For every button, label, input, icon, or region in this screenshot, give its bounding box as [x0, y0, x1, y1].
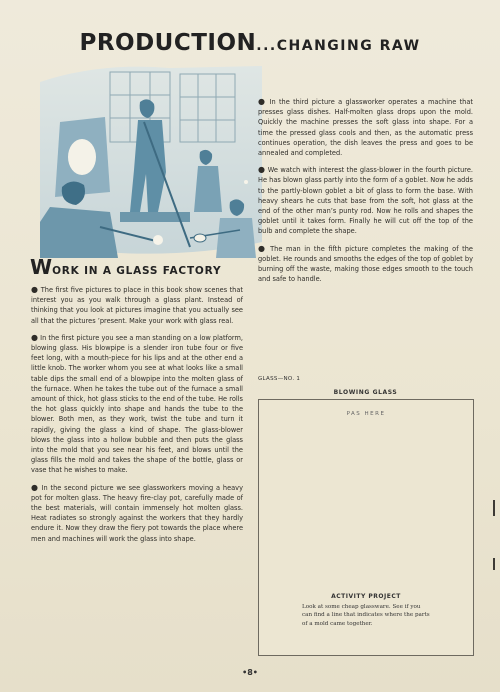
activity-text: Look at some cheap glassware. See if you can find a line that indicates where the parts of a mold came together.: [302, 604, 430, 627]
right-column: [258, 97, 473, 291]
section-heading: [30, 255, 250, 279]
bullet-icon: ●: [31, 285, 39, 294]
section-heading-initial: W: [30, 255, 53, 279]
paragraph-text: We watch with interest the glass-blower in the fourth picture. He has blown glass partly into the form of a goblet. Now he adds to the partly-blown goblet a bit of glass to form the base. With heavy shears he cuts that base from the soft, hot glass at the end of the other man’s punty rod. Now he rolls and shapes the goblet until it takes form. Finally he will cut off the top of the bulb and complete the shape.: [258, 166, 473, 236]
paragraph-text: In the third picture a glassworker operates a machine that presses glass dishes. Half-molten glass drops upon the mold. Quickly the machine presses the soft glass into shape. For a time the pressed glass cools and then, as the automatic press continues operation, the dish leaves the press and goes to be annealed and completed.: [258, 98, 473, 158]
activity-title: ACTIVITY PROJECT: [331, 593, 401, 600]
paragraph: [31, 285, 243, 326]
bullet-icon: ●: [258, 165, 266, 175]
paragraph: [258, 244, 473, 285]
paragraph: [258, 97, 473, 158]
left-column: [31, 285, 243, 551]
title-main: PRODUCTION: [79, 30, 257, 56]
edge-mark: [493, 558, 495, 570]
paragraph-text: In the first picture you see a man standing on a low platform, blowing glass. His blowpipe is a slender iron tube four or five feet long, with a mouth-piece for his lips and at the other end a little knob. The worker whom you see at what looks like a small table dips the small end of a blowpipe into the molten glass of the furnace. When he takes the tube out of the furnace a small amount of thick, hot glass sticks to the end of the tube. He rolls the hot glass quickly into shape and hands the tube to the blower. Both men, as they work, twist the tube and turn it rapidly, giving the glass a kind of shape. The glass-blower blows the glass into a hollow bubble and then puts the glass into the mold that you see near his feet, and blows until the glass fills the mold and takes the shape of the bottle, glass or vase that he wishes to make.: [31, 333, 244, 475]
paragraph-text: The first five pictures to place in this book show scenes that interest you as you walk through a glass plant. Instead of thinking that you look at pictures imagine that you actually see all that the pictures ’present. Make your work with glass real.: [31, 286, 243, 325]
section-heading-rest: ORK IN A GLASS FACTORY: [52, 265, 222, 277]
paragraph: [31, 333, 243, 476]
page-number: •8•: [242, 668, 258, 677]
bullet-icon: ●: [258, 97, 267, 106]
paragraph-text: In the second picture we see glassworkers moving a heavy pot for molten glass. The heavy fire-clay pot, carefully made of the best materials, will contain immensely hot molten glass. Heat radiates so strongly against the workers that they hardly endure it. Now they draw the fiery pot towards the place where men and machines will work the glass into shape.: [31, 483, 243, 543]
bullet-icon: ●: [31, 482, 39, 492]
paragraph: [258, 165, 473, 236]
panel-title: BLOWING GLASS: [333, 389, 398, 396]
glass-factory-illustration: [40, 62, 262, 258]
paste-picture-panel[interactable]: [258, 399, 474, 656]
paragraph-text: The man in the fifth picture completes the making of the goblet. He rounds and smooths the edges of the top of goblet by burning off the waste, making those edges smooth to the touch and safe to handle.: [258, 244, 473, 284]
title-ellipsis: ...: [256, 38, 277, 54]
paste-here-label: PAS HERE: [346, 411, 386, 417]
edge-mark: [493, 500, 495, 516]
bullet-icon: ●: [258, 243, 267, 253]
panel-label: GLASS—NO. 1: [258, 376, 301, 382]
bullet-icon: ●: [31, 332, 39, 342]
title-sub: CHANGING RAW: [276, 38, 421, 54]
paragraph: [31, 483, 243, 544]
page-title: [0, 30, 500, 56]
